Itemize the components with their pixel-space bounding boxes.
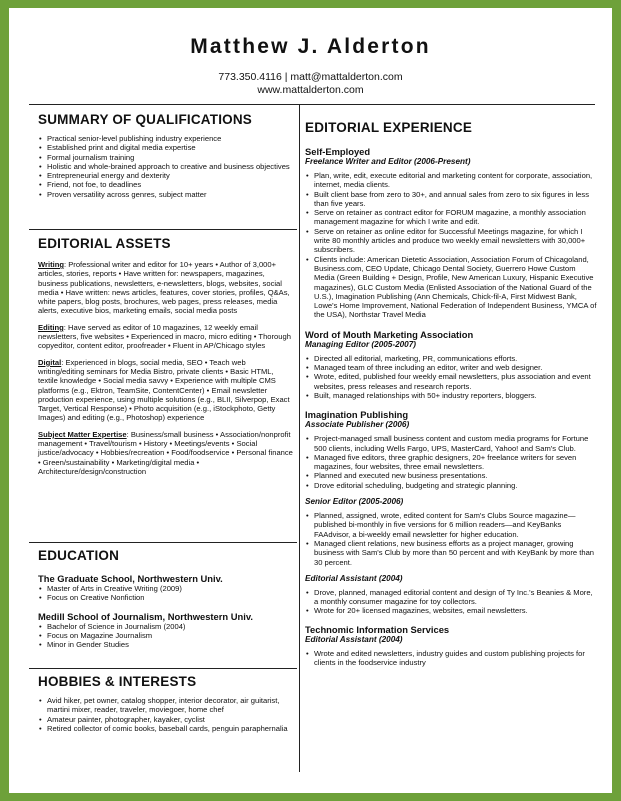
job-org: Word of Mouth Marketing Association: [305, 328, 474, 340]
assets-paragraph-editing: Editing: Have served as editor of 10 magazines, 12 weekly email newsletters, five websites • Experienced in macro, micro editing • Thorough copyeditor, content editor, proofreader • Fluent in AP/Chicago styles: [38, 322, 291, 351]
job-role: Freelance Writer and Editor (2006-Present): [305, 157, 471, 166]
job-item: • Directed all editorial, marketing, PR, communications efforts.: [314, 354, 597, 363]
education-section: [38, 548, 293, 649]
education-item: • Minor in Gender Studies: [47, 640, 293, 649]
summary-item: • Entrepreneurial energy and dexterity: [47, 171, 293, 180]
job-item: • Planned, assigned, wrote, edited content for Sam's Clubs Source magazine—published bi-monthly in five versions for 6 million readers—and KeyBanks FAAdvisor, a bi-weekly email newsletter for higher education.: [314, 511, 597, 539]
job-role: Associate Publisher (2006): [305, 420, 410, 430]
header-divider: [29, 104, 595, 105]
job-role: Editorial Assistant (2004): [305, 573, 403, 583]
job-item: • Project-managed small business content and custom media programs for Fortune 500 clients, including Wells Fargo, UPS, MasterCard, Yahoo! and Sam's Club.: [314, 434, 597, 453]
job-org: Imagination Publishing: [305, 409, 409, 421]
job-item: • Wrote, edited, published four weekly email newsletters, plus association and event websites, press releases and research reports.: [314, 372, 597, 391]
job-item: • Drove editorial scheduling, budgeting and strategic planning.: [314, 481, 597, 490]
education-item: • Bachelor of Science in Journalism (2004): [47, 622, 293, 631]
section-divider: [29, 668, 297, 669]
assets-paragraph-writing: Writing: Professional writer and editor for 10+ years • Author of 3,000+ articles, stories, reports • Have written for: newspapers, magazines, business publications, newsletters, e-newsletters, blogs, websites, social media • Have written: news articles, features, cover stories, profiles, Q&As, white papers, blog posts, brochures, web pages, press releases, media alerts, executive bios, marketing emails, social media posts: [38, 260, 290, 316]
job-item: • Managed five editors, three graphic designers, 20+ freelance writers for seven magazines, four websites, three email newsletters.: [314, 453, 597, 472]
hobbies-section: [38, 674, 293, 733]
summary-item: • Formal journalism training: [47, 153, 293, 162]
education-item: • Focus on Magazine Journalism: [47, 631, 293, 640]
summary-item: • Practical senior-level publishing industry experience: [47, 134, 293, 143]
summary-item: • Friend, not foe, to deadlines: [47, 180, 293, 189]
summary-title: SUMMARY OF QUALIFICATIONS: [38, 112, 252, 127]
job-item: • Wrote and edited newsletters, industry guides and custom publishing projects for clients in the foodservice industry: [314, 649, 597, 668]
assets-section: [38, 236, 293, 476]
summary-item: • Established print and digital media expertise: [47, 143, 293, 152]
job-item: • Serve on retainer as online editor for Successful Meetings magazine, for which I write 80 monthly articles and produce two weekly email newsletters with 30,000+ subscribers.: [314, 227, 597, 255]
contact-line: 773.350.4116 | matt@mattalderton.com: [218, 71, 403, 83]
column-divider: [299, 104, 300, 772]
school-name: Medill School of Journalism, Northwestern Univ.: [38, 610, 253, 622]
education-item: • Focus on Creative Nonfiction: [47, 593, 293, 602]
education-item: • Master of Arts in Creative Writing (2009): [47, 584, 293, 593]
assets-paragraph-digital: Digital: Experienced in blogs, social media, SEO • Teach web writing/editing seminars for Media Bistro, private clients • Basic HTML, textile knowledge • Social media savvy • Experience with multiple CMS platforms (e.g., Ektron, TeamSite, ContentCenter) • Email newsletter production experience, using multiple solutions (e.g., BLII, Silverpop, Exact Target, Vertical Response) • Photo acquisition (e.g., iStockphoto, Getty Images) and editing (e.g., Photoshop) experience: [38, 357, 290, 423]
hobby-item: • Retired collector of comic books, baseball cards, penguin paraphernalia: [47, 724, 293, 733]
job-item: • Built, managed relationships with 50+ industry reporters, bloggers.: [314, 391, 597, 400]
job-item: • Serve on retainer as contract editor for FORUM magazine, a monthly association management magazine for which I write and edit.: [314, 208, 597, 227]
job-item: • Wrote for 20+ licensed magazines, websites, email newsletters.: [314, 606, 597, 615]
assets-paragraph-expertise: Subject Matter Expertise: Business/small business • Association/nonprofit management • Travel/tourism • History • Meetings/events • Social justice/advocacy • Hobbies/recreation • Food/foodservice • Personal finance • Green/sustainability • Marketing/digital media • Architecture/design/construction: [38, 429, 293, 476]
job-item: • Clients include: American Dietetic Association, Association Forum of Chicagoland, Business.com, CEO Update, Chicago Dental Society, Guerrero Howe Custom Media (Green Building + Design, Profile, New American Luxury, Hispanic Executive magazines), GLC Custom Media (Enlisted Association of the National Guard of the U.S.), Imagination Publishing (Ann Chemicals, Chick-fil-A, First Midwest Bank, Lowe's Home Improvement, National Federation of Independent Business, YMCA of the USA), Northstar Travel Media: [314, 255, 597, 320]
summary-item: • Proven versatility across genres, subject matter: [47, 190, 293, 199]
job-item: • Drove, planned, managed editorial content and design of Ty Inc.'s Beanies & More, a monthly consumer magazine for toy collectors.: [314, 588, 597, 607]
job-item: • Built client base from zero to 30+, and annual sales from zero to six figures in less than five years.: [314, 190, 597, 209]
summary-item: • Holistic and whole-brained approach to creative and business objectives: [47, 162, 293, 171]
resume-page: [9, 8, 612, 793]
section-divider: [29, 542, 297, 543]
education-title: EDUCATION: [38, 548, 120, 563]
job-item: • Planned and executed new business presentations.: [314, 471, 597, 480]
job-item: • Managed client relations, new business efforts as a project manager, growing business with Sam's Club by more than 50 percent and with KeyBank by more than 30 percent.: [314, 539, 597, 567]
candidate-name: Matthew J. Alderton: [190, 35, 431, 58]
job-item: • Plan, write, edit, execute editorial and marketing content for corporate, association, internet, media clients.: [314, 171, 597, 190]
summary-section: [38, 112, 293, 199]
job-role: Managing Editor (2005-2007): [305, 339, 417, 349]
job-role: Editorial Assistant (2004): [305, 634, 403, 644]
school-name: The Graduate School, Northwestern Univ.: [38, 573, 223, 584]
assets-title: EDITORIAL ASSETS: [38, 236, 171, 251]
job-role: Senior Editor (2005-2006): [305, 497, 404, 507]
hobby-item: • Avid hiker, pet owner, catalog shopper, interior decorator, air guitarist, martini mixer, reader, traveler, moviegoer, home chef: [47, 696, 293, 715]
job-org: Technomic Information Services: [305, 623, 450, 635]
hobbies-title: HOBBIES & INTERESTS: [38, 674, 197, 689]
website: www.mattalderton.com: [257, 84, 364, 96]
experience-title: EDITORIAL EXPERIENCE: [305, 120, 473, 135]
section-divider: [29, 229, 297, 230]
job-org: Self-Employed: [305, 146, 371, 157]
hobby-item: • Amateur painter, photographer, kayaker, cyclist: [47, 715, 293, 724]
experience-section: [305, 120, 597, 667]
job-item: • Managed team of three including an editor, writer and web designer.: [314, 363, 597, 372]
